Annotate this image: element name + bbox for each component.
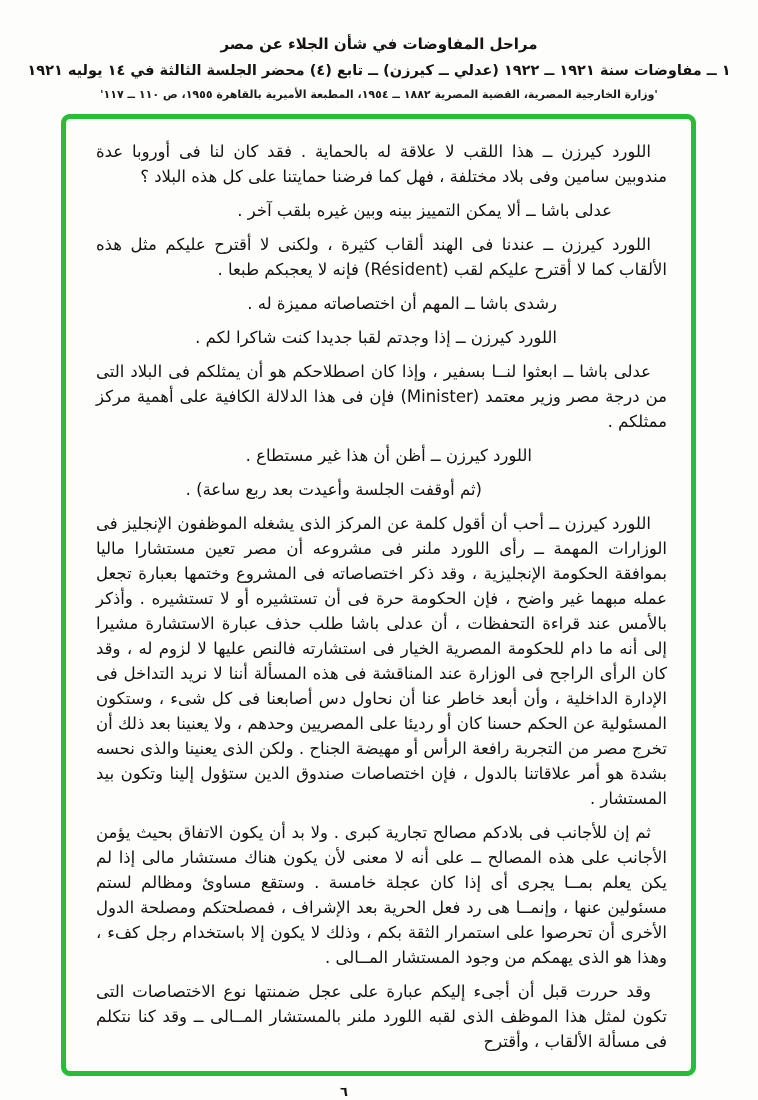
page-header: [0, 0, 758, 101]
dialogue-paragraph-curzon-2: اللورد كيرزن ــ عندنا فى الهند ألقاب كثيرة ، ولكنى لا أقترح عليكم مثل هذه الألقاب كما لا أقترح عليكم لقب (Résident) فإنه لا يعجبكم طبعا .: [96, 235, 667, 279]
session-note-paragraph: (ثم أوقفت الجلسة وأعيدت بعد ربع ساعة) .: [185, 480, 482, 499]
dialogue-paragraph-curzon-1: اللورد كيرزن ــ هذا اللقب لا علاقة له بالحماية . فقد كان لنا فى أوروبا عدة مندوبين سامين وفى بلاد مختلفة ، فهل كما فرضنا حمايتنا على كل هذه البلاد ؟: [96, 142, 667, 186]
document-subtitle: ١ ــ مفاوضات سنة ١٩٢١ ــ ١٩٢٢ (عدلي ــ كيرزن) ــ تابع (٤) محضر الجلسة الثالثة في ١٤ يوليه ١٩٢١: [27, 63, 731, 79]
dialogue-paragraph-curzon-6: ثم إن للأجانب فى بلادكم مصالح تجارية كبرى . ولا بد أن يكون الاتفاق بحيث يؤمن الأجانب على هذه المصالح ــ على أنه لا معنى لأن يكون هناك مستشار مالى إذا لم يكن يعلم بمــا يجرى أى إذا كان عجلة خامسة . وستقع مساوئ ومظالم لستم مسئولين عنها ، وإنمــا هى رد فعل الحرية بعد الإشراف ، فمصلحتكم ومصلحة الدول الأخرى أن تحرصوا على استمرار الثقة بكم ، وذلك لا يكون إلا باستخدام رجل كفء ، وهذا هو الذى يهمكم من وجود المستشار المــالى .: [96, 823, 667, 967]
page-title: مراحل المفاوضات في شأن الجلاء عن مصر: [220, 35, 538, 53]
dialogue-paragraph-curzon-3: اللورد كيرزن ــ إذا وجدتم لقبا جديدا كنت شاكرا لكم .: [195, 328, 557, 347]
dialogue-paragraph-curzon-5: اللورد كيرزن ــ أحب أن أقول كلمة عن المركز الذى يشغله الموظفون الإنجليز فى الوزارات المهمة ــ رأى اللورد ملنر فى مشروعه أن مصر تعين مستشارا ماليا بموافقة الحكومة الإنجليزية ، وقد ذكر اختصاصاته فى المشروع وختمها بعبارة تجعل عمله مبهما غير واضح ، فإن الحكومة حرة فى أن تستشيره أو لا تستشيره . وأذكر بالأمس عند قراءة التحفظات ، أن عدلى باشا طلب حذف عبارة الاستشارة مشيرا إلى أنه ما دام للحكومة المصرية الخيار فى استشارته فالنص عليها لا لزوم له ، وقد كان الرأى الراجح فى الوزارة عند المناقشة فى هذه المسألة أننا لا نريد التداخل فى الإدارة الداخلية ، وأن أبعد خاطر عنا أن نحاول دس أصابعنا فى كل شىء ، وستكون المسئولية عن الحكم حسنا كان أو رديئا على المصريين وحدهم ، ولا يعنينا بعد ذلك أن تخرج مصر من التجربة رافعة الرأس أو مهيضة الجناح . ولكن الذى يعنينا والذى نحسه بشدة هو أمر علاقاتنا بالدول ، فإن اختصاصات صندوق الدين ستؤول إلينا وتكون بيد المستشار .: [96, 514, 667, 808]
green-text-frame: [61, 114, 696, 1076]
dialogue-paragraph-adly-2: عدلى باشا ــ ابعثوا لنــا بسفير ، وإذا كان اصطلاحكم هو أن يمثلكم فى البلاد التى من درجة مصر وزير معتمد (Minister) فإن فى هذا الدلالة الكافية على أهمية مركز ممثلكم .: [96, 362, 667, 431]
page-number: ٦: [340, 1085, 348, 1100]
dialogue-paragraph-curzon-4: اللورد كيرزن ــ أظن أن هذا غير مستطاع .: [245, 446, 532, 465]
dialogue-paragraph-adly-1: عدلى باشا ــ ألا يمكن التمييز بينه وبين غيره بلقب آخر .: [237, 201, 612, 220]
dialogue-paragraph-rushdi-1: رشدى باشا ــ المهم أن اختصاصاته مميزة له .: [247, 294, 557, 313]
source-citation: 'وزارة الخارجية المصرية، القضية المصرية ١٨٨٢ ــ ١٩٥٤، المطبعة الأميرية بالقاهرة ١٩٥٥، ص ١١٠ ــ ١١٧': [100, 88, 658, 101]
dialogue-paragraph-curzon-7: وقد حررت قبل أن أجىء إليكم عبارة على عجل ضمنتها نوع الاختصاصات التى تكون لمثل هذا الموظف الذى لقبه اللورد ملنر بالمستشار المــالى ــ وقد كنا نتكلم فى مسألة الألقاب ، وأقترح: [96, 982, 667, 1051]
